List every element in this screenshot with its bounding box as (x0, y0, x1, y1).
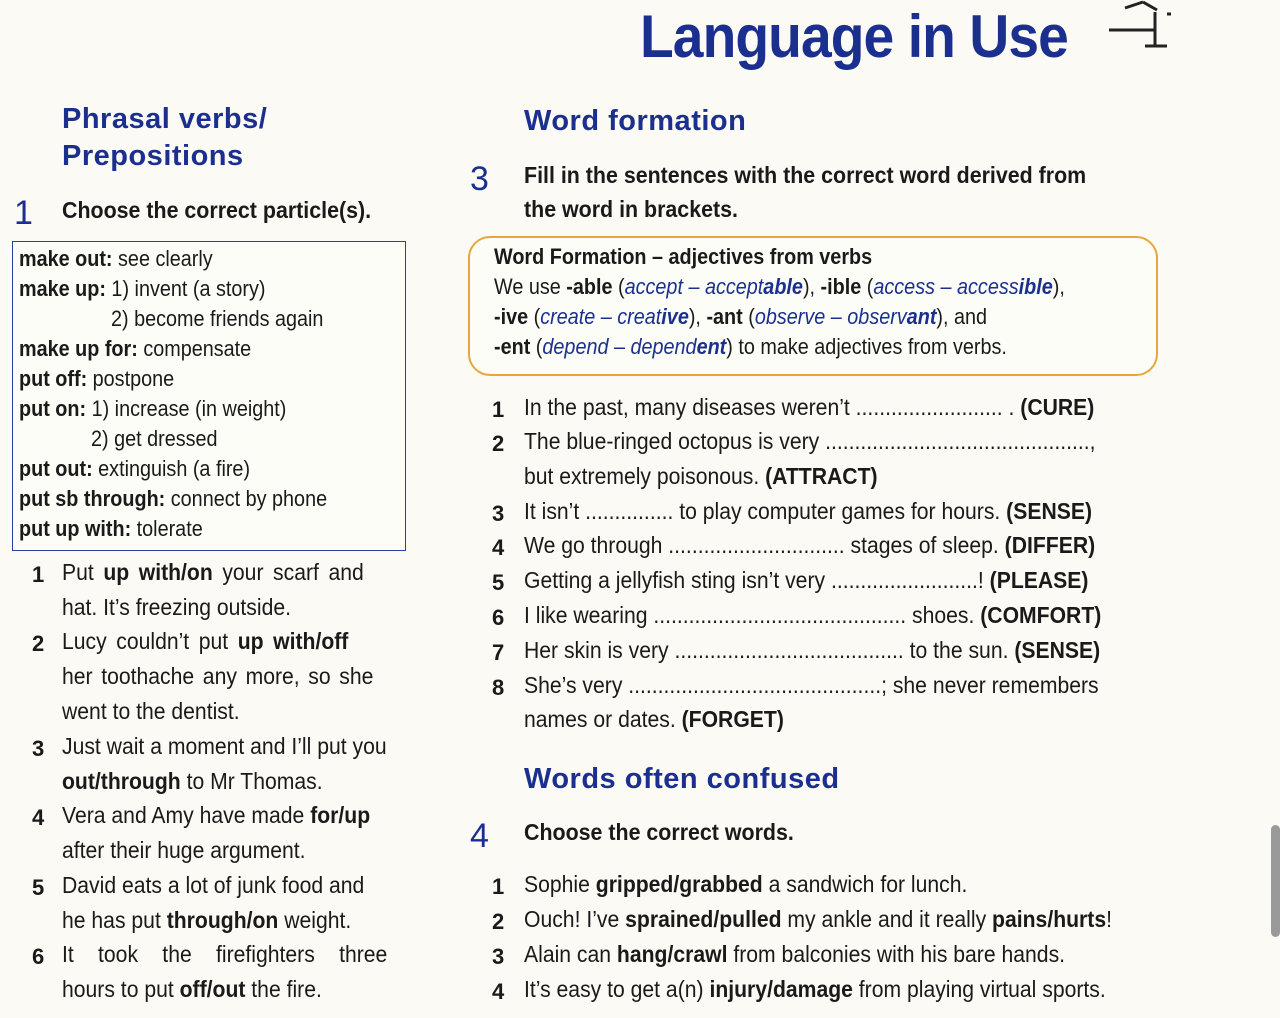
ex4-item-3: Alain can hang/crawl from balconies with his bare hands. (524, 941, 1066, 967)
pv-entry: make up for: compensate (19, 336, 252, 361)
item-number: 3 (492, 944, 505, 969)
item-number: 6 (492, 605, 505, 630)
pv-entry: 2) become friends again (111, 306, 324, 331)
item-number: 7 (492, 640, 505, 665)
item-number: 1 (492, 397, 505, 422)
pv-entry: make out: see clearly (19, 246, 213, 271)
word-formation-heading: Word formation (524, 105, 747, 137)
ex1-item-5-line1: David eats a lot of junk food and (62, 872, 365, 898)
pv-entry: put off: postpone (19, 366, 175, 391)
item-number: 2 (32, 631, 45, 656)
exercise-1-number: 1 (14, 194, 33, 232)
ex1-item-2-line2: her toothache any more, so she (62, 663, 374, 689)
ex3-item-2-line2: but extremely poisonous. (ATTRACT) (524, 463, 878, 489)
exercise-1-instruction: Choose the correct particle(s). (62, 197, 372, 223)
ex1-item-6-line2: hours to put off/out the fire. (62, 976, 322, 1002)
ex1-item-6-line1: It took the firefighters three (62, 941, 388, 967)
scrollbar-thumb[interactable] (1271, 825, 1280, 937)
words-often-confused-heading: Words often confused (524, 763, 840, 795)
ex4-item-4: It’s easy to get a(n) injury/damage from playing virtual sports. (524, 976, 1106, 1002)
rule-box-line1: We use -able (accept – acceptable), -ible (access – accessible), (494, 274, 1065, 299)
pv-entry: make up: 1) invent (a story) (19, 276, 266, 301)
pv-entry: put on: 1) increase (in weight) (19, 396, 287, 421)
ex3-item-4: We go through .............................. stages of sleep. (DIFFER) (524, 532, 1096, 558)
item-number: 5 (32, 875, 45, 900)
exercise-3-instruction-line1: Fill in the sentences with the correct word derived from (524, 162, 1087, 188)
ex3-item-5: Getting a jellyfish sting isn’t very .........................! (PLEASE) (524, 567, 1089, 593)
phrasal-verbs-box (12, 241, 406, 551)
item-number: 4 (32, 805, 45, 830)
exercise-3-number: 3 (470, 160, 489, 198)
item-number: 2 (492, 909, 505, 934)
pv-entry: put sb through: connect by phone (19, 486, 328, 511)
ex4-item-2: Ouch! I’ve sprained/pulled my ankle and it really pains/hurts! (524, 906, 1112, 932)
item-number: 4 (492, 979, 505, 1004)
ex4-item-1: Sophie gripped/grabbed a sandwich for lunch. (524, 871, 968, 897)
ex1-item-3-line1: Just wait a moment and I’ll put you (62, 733, 387, 759)
ex3-item-7: Her skin is very ....................................... to the sun. (SENSE) (524, 637, 1101, 663)
rule-box-line2: -ive (create – creative), -ant (observe – observant), and (494, 304, 988, 329)
word-formation-rule-box (468, 236, 1158, 376)
ex1-item-4-line1: Vera and Amy have made for/up (62, 802, 371, 828)
ex1-item-1-line1: Put up with/on your scarf and (62, 559, 364, 585)
item-number: 3 (492, 501, 505, 526)
unit-number-mark (1105, 0, 1175, 50)
ex3-item-3: It isn’t ............... to play computer games for hours. (SENSE) (524, 498, 1092, 524)
pv-entry: put out: extinguish (a fire) (19, 456, 251, 481)
pv-entry: 2) get dressed (91, 426, 218, 451)
item-number: 5 (492, 570, 505, 595)
ex3-item-8-line2: names or dates. (FORGET) (524, 706, 784, 732)
exercise-4-number: 4 (470, 817, 489, 855)
item-number: 4 (492, 535, 505, 560)
item-number: 1 (492, 874, 505, 899)
item-number: 1 (32, 562, 45, 587)
ex3-item-2-line1: The blue-ringed octopus is very ............................................., (524, 428, 1096, 454)
ex1-item-5-line2: he has put through/on weight. (62, 907, 352, 933)
ex1-item-3-line2: out/through to Mr Thomas. (62, 768, 323, 794)
item-number: 3 (32, 736, 45, 761)
rule-box-line3: -ent (depend – dependent) to make adjectives from verbs. (494, 334, 1007, 359)
exercise-3-instruction-line2: the word in brackets. (524, 196, 738, 222)
item-number: 6 (32, 944, 45, 969)
item-number: 2 (492, 431, 505, 456)
ex1-item-1-line2: hat. It’s freezing outside. (62, 594, 291, 620)
ex1-item-2-line1: Lucy couldn’t put up with/off (62, 628, 349, 654)
rule-box-title: Word Formation – adjectives from verbs (494, 244, 873, 269)
pv-entry: put up with: tolerate (19, 516, 203, 541)
ex3-item-6: I like wearing ........................................... shoes. (COMFORT) (524, 602, 1102, 628)
exercise-4-instruction: Choose the correct words. (524, 819, 794, 845)
ex3-item-1: In the past, many diseases weren’t ......................... . (CURE) (524, 394, 1095, 420)
item-number: 8 (492, 675, 505, 700)
phrasal-verbs-heading: Phrasal verbs/ Prepositions (62, 103, 268, 172)
ex3-item-8-line1: She’s very ...........................................; she never remembers (524, 672, 1099, 698)
ex1-item-4-line2: after their huge argument. (62, 837, 306, 863)
ex1-item-2-line3: went to the dentist. (62, 698, 240, 724)
page-title: Language in Use (640, 3, 1068, 70)
